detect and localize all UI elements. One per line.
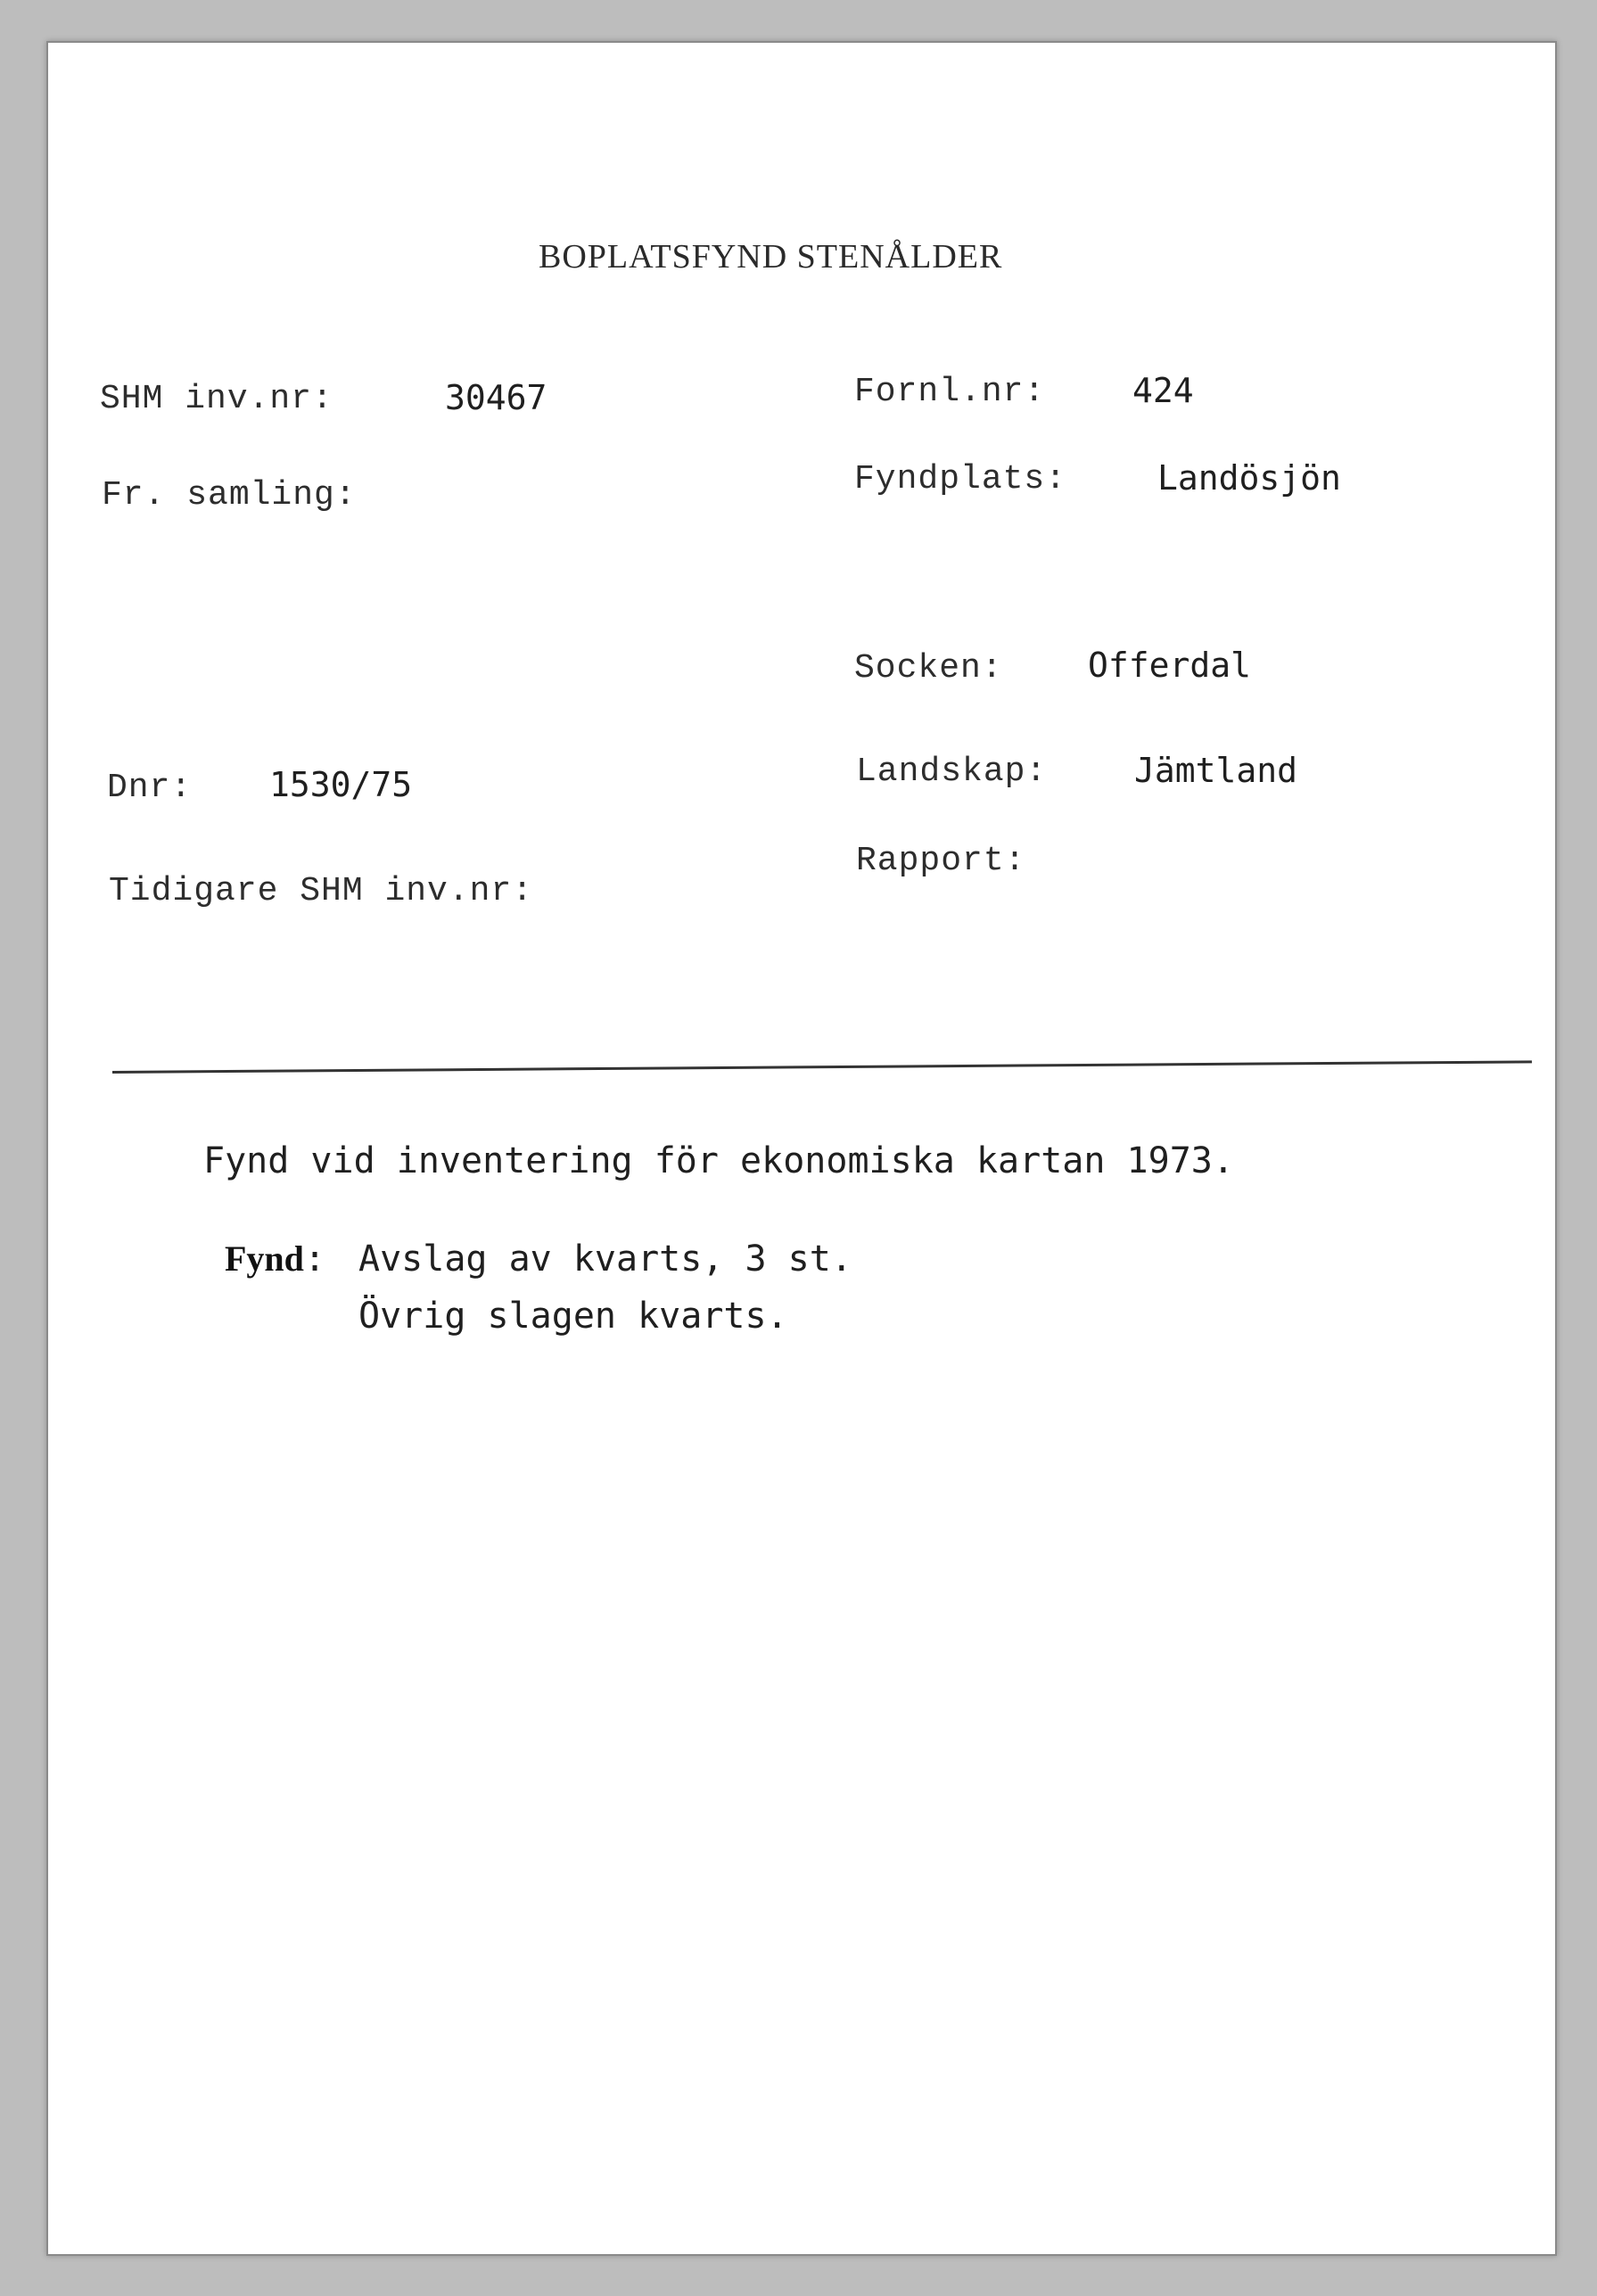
fyndplats-value: Landösjön bbox=[1157, 458, 1341, 498]
socken-label: Socken: bbox=[854, 649, 1003, 687]
landskap-value: Jämtland bbox=[1134, 751, 1298, 790]
finds-label: Fynd bbox=[225, 1239, 304, 1279]
dnr-label: Dnr: bbox=[107, 769, 193, 807]
index-card bbox=[46, 41, 1557, 2256]
fornl-nr-value: 424 bbox=[1132, 371, 1194, 410]
finds-line-1: Avslag av kvarts, 3 st. bbox=[358, 1239, 852, 1280]
dnr-value: 1530/75 bbox=[269, 765, 413, 804]
horizontal-divider bbox=[112, 1060, 1532, 1074]
tidigare-shm-inv-nr-label: Tidigare SHM inv.nr: bbox=[109, 872, 534, 910]
finds-line-2: Övrig slagen kvarts. bbox=[358, 1296, 788, 1337]
fr-samling-label: Fr. samling: bbox=[102, 476, 357, 514]
fyndplats-label: Fyndplats: bbox=[854, 460, 1067, 498]
shm-inv-nr-value: 30467 bbox=[445, 378, 547, 417]
finds-label-group bbox=[225, 1239, 325, 1282]
rapport-label: Rapport: bbox=[856, 842, 1026, 880]
card-title: BOPLATSFYND STENÅLDER bbox=[539, 238, 1003, 276]
fornl-nr-label: Fornl.nr: bbox=[854, 373, 1046, 411]
shm-inv-nr-label: SHM inv.nr: bbox=[100, 380, 333, 418]
finds-label-colon: : bbox=[303, 1239, 326, 1280]
description-text: Fynd vid inventering för ekonomiska kartan 1973. bbox=[203, 1140, 1234, 1181]
socken-value: Offerdal bbox=[1088, 646, 1252, 685]
landskap-label: Landskap: bbox=[856, 753, 1048, 791]
